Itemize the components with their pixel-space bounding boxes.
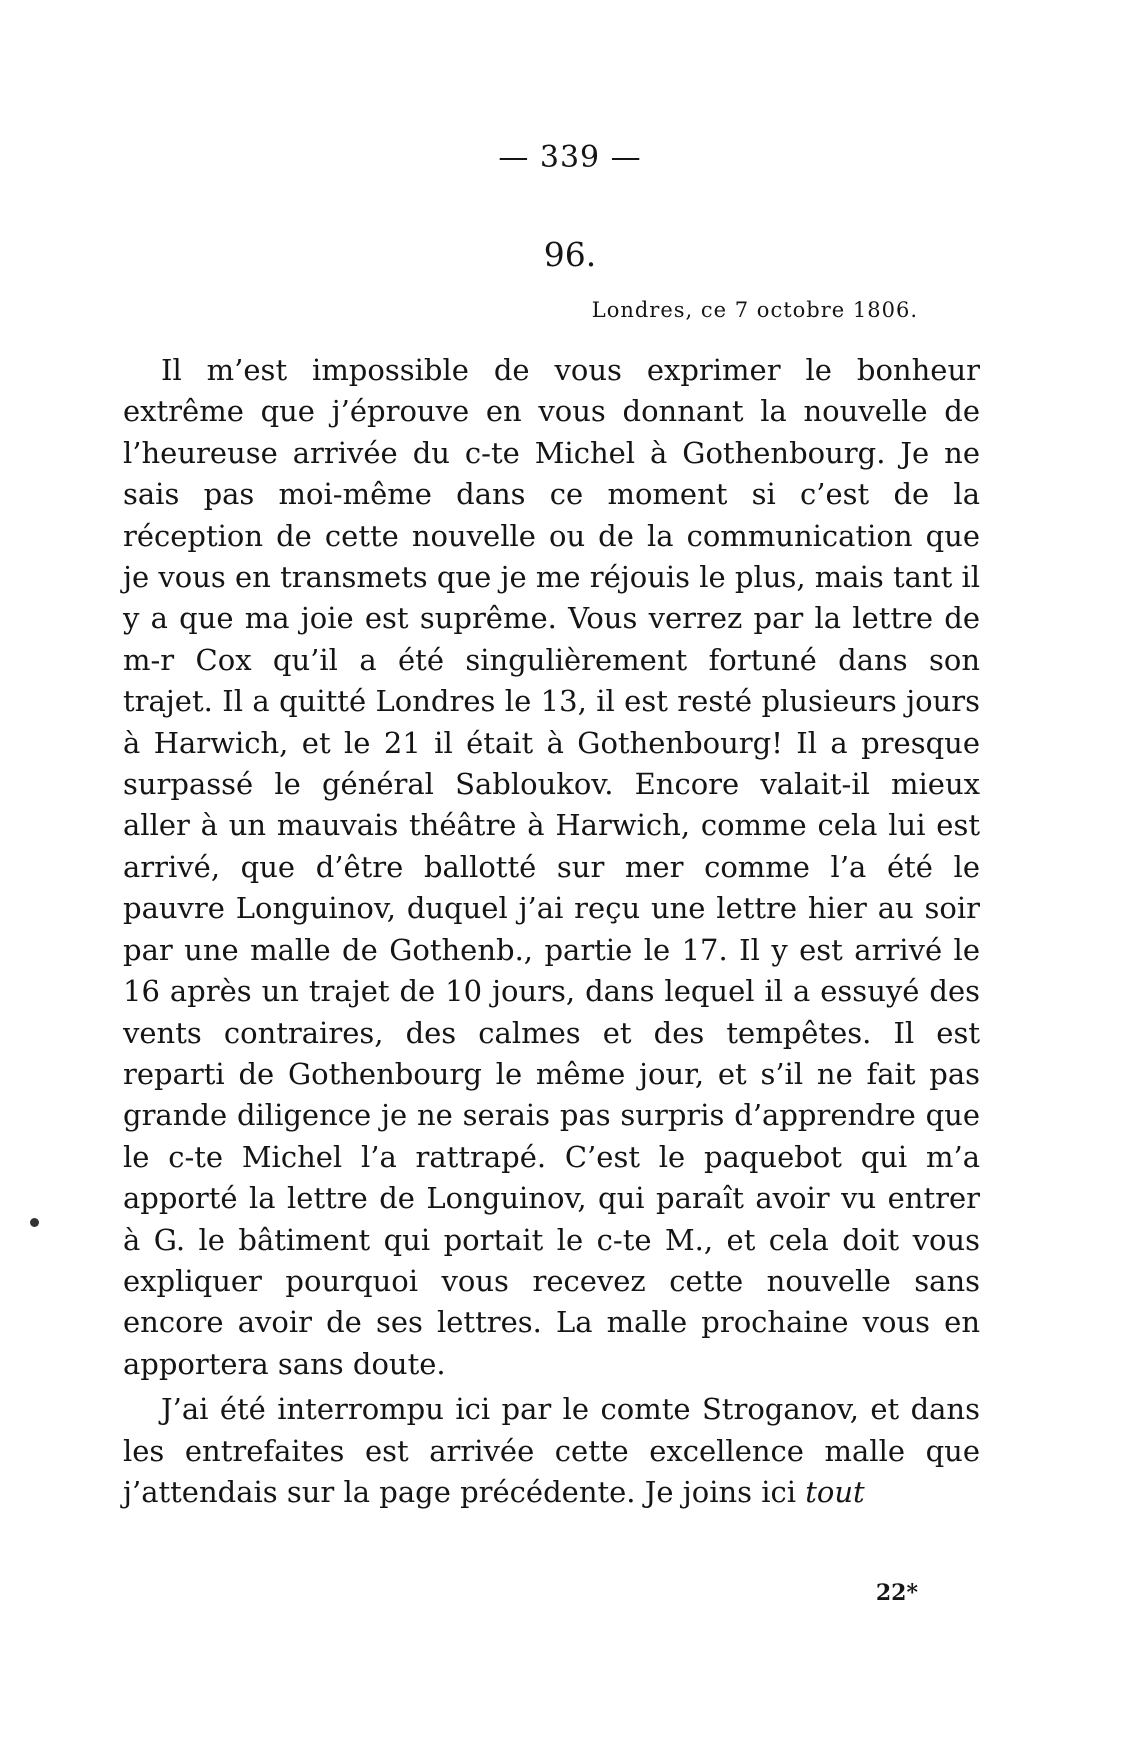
paragraph: Il m’est impossible de vous exprimer le bonheur extrême que j’éprouve en vous donnant la nouvelle de l’heureuse arrivée du c-te Michel à Gothenbourg. Je ne sais pas moi-même dans ce moment si c’est de la réception de cette nouvelle ou de la communication que je vous en transmets que je me réjouis le plus, mais tant il y a que ma joie est suprême. Vous verrez par la lettre de m-r Cox qu’il a été singulièrement fortuné dans son trajet. Il a quitté Londres le 13, il est resté plusieurs jours à Harwich, et le 21 il était à Gothenbourg! Il a presque surpassé le général Sabloukov. Encore valait-il mieux aller à un mauvais théâtre à Harwich, comme cela lui est arrivé, que d’être ballotté sur mer comme l’a été le pauvre Longuinov, duquel j’ai reçu une lettre hier au soir par une malle de Gothenb., partie le 17. Il y est arrivé le 16 après un trajet de 10 jours, dans lequel il a essuyé des vents contraires, des calmes et des tempêtes. Il est reparti de Gothenbourg le même jour, et s’il ne fait pas grande diligence je ne serais pas surpris d’apprendre que le c-te Michel l’a rattrapé. C’est le paquebot qui m’a apporté la lettre de Longuinov, qui paraît avoir vu entrer à G. le bâtiment qui portait le c-te M., et cela doit vous expliquer pourquoi vous recevez cette nouvelle sans encore avoir de ses lettres. La malle prochaine vous en apportera sans doute. bbox=[123, 353, 980, 1381]
letter-body bbox=[123, 350, 980, 1513]
ink-speck bbox=[30, 1218, 39, 1227]
paragraph bbox=[123, 1389, 980, 1513]
page-number: — 339 — bbox=[498, 140, 642, 175]
signature-mark: 22* bbox=[875, 1580, 918, 1606]
letter-number: 96. bbox=[543, 235, 597, 274]
dateline: Londres, ce 7 octobre 1806. bbox=[591, 298, 918, 322]
italic-word: tout bbox=[805, 1474, 865, 1509]
paragraph-text: J’ai été interrompu ici par le comte Stroganov, et dans les entrefaites est arrivée cette excellence malle que j’attendais sur la page précédente. Je joins ici bbox=[123, 1392, 980, 1509]
